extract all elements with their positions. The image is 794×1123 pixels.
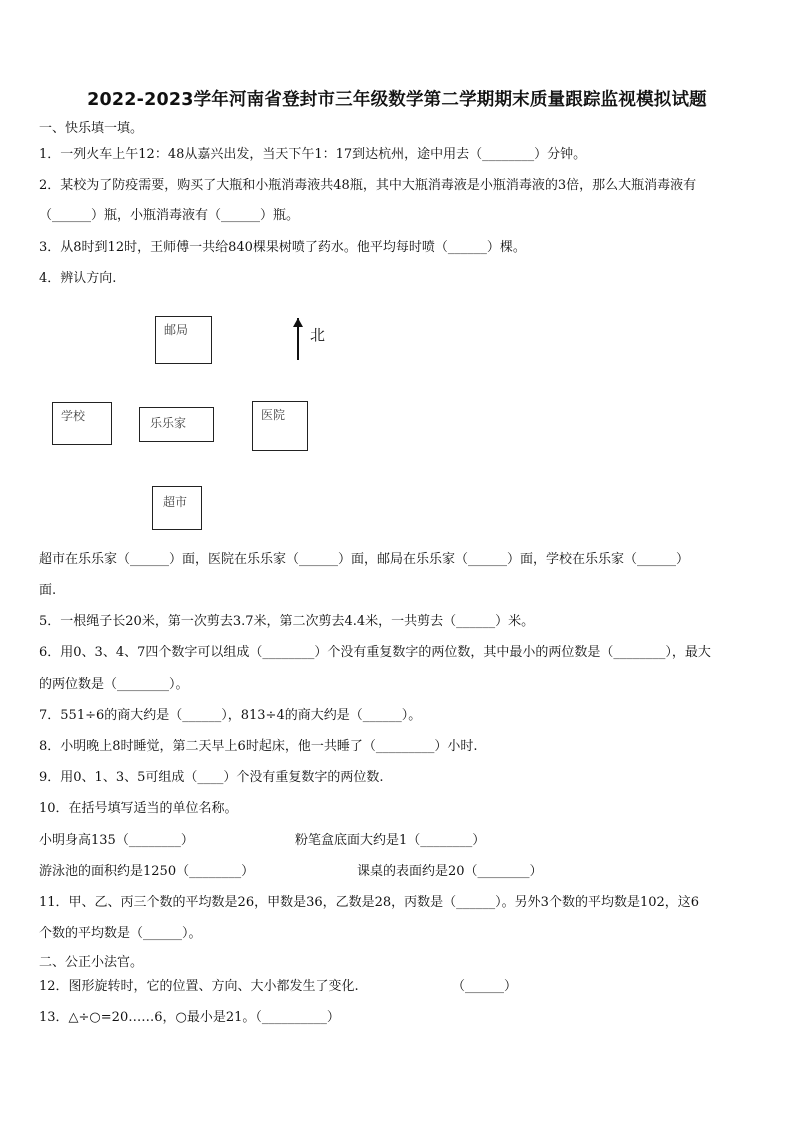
question-5: 5．一根绳子长20米，第一次剪去3.7米，第二次剪去4.4米，一共剪去（______）米。 — [39, 614, 535, 629]
north-arrow-shaft — [297, 318, 299, 360]
post-office-box — [155, 316, 212, 364]
question-10-a: 小明身高135（________） — [39, 833, 194, 848]
question-3: 3．从8时到12时，王师傅一共给840棵果树喷了药水。他平均每时喷（______）棵。 — [39, 240, 526, 255]
question-12: 12．图形旋转时，它的位置、方向、大小都发生了变化. — [39, 979, 359, 994]
question-12-blank: （______） — [452, 979, 518, 994]
question-11-line-2: 个数的平均数是（______）。 — [39, 926, 202, 941]
school-box — [52, 402, 112, 445]
question-4-answer-line-1: 超市在乐乐家（______）面，医院在乐乐家（______）面，邮局在乐乐家（______）面，学校在乐乐家（______） — [39, 552, 690, 567]
north-label: 北 — [310, 326, 326, 344]
page-title: 2022-2023学年河南省登封市三年级数学第二学期期末质量跟踪监视模拟试题 — [87, 90, 707, 110]
question-6-line-1: 6．用0、3、4、7四个数字可以组成（________）个没有重复数字的两位数，其中最小的两位数是（________），最大 — [39, 645, 711, 660]
question-2-line-2: （______）瓶，小瓶消毒液有（______）瓶。 — [39, 208, 300, 223]
question-1: 1．一列火车上午12：48从嘉兴出发，当天下午1：17到达杭州，途中用去（________）分钟。 — [39, 147, 587, 162]
hospital-box — [252, 401, 308, 451]
school-label: 学校 — [61, 409, 86, 423]
post-office-label: 邮局 — [164, 323, 189, 337]
question-7: 7．551÷6的商大约是（______），813÷4的商大约是（______）。 — [39, 708, 422, 723]
question-10-d: 课桌的表面约是20（________） — [357, 864, 543, 879]
supermarket-box — [152, 486, 202, 530]
question-4: 4．辨认方向. — [39, 271, 117, 286]
question-9: 9．用0、1、3、5可组成（____）个没有重复数字的两位数. — [39, 770, 384, 785]
section-heading-2: 二、公正小法官。 — [39, 955, 144, 970]
question-10: 10．在括号填写适当的单位名称。 — [39, 801, 238, 816]
question-11-line-1: 11．甲、乙、丙三个数的平均数是26，甲数是36，乙数是28，丙数是（______）。另外3个数的平均数是102，这6 — [39, 895, 700, 910]
question-2-line-1: 2．某校为了防疫需要，购买了大瓶和小瓶消毒液共48瓶，其中大瓶消毒液是小瓶消毒液的3倍，那么大瓶消毒液有 — [39, 178, 697, 193]
question-8: 8．小明晚上8时睡觉，第二天早上6时起床，他一共睡了（_________）小时. — [39, 739, 478, 754]
question-10-b: 粉笔盒底面大约是1（________） — [295, 833, 486, 848]
question-10-c: 游泳池的面积约是1250（________） — [39, 864, 255, 879]
question-4-answer-line-2: 面. — [39, 583, 57, 598]
home-box — [139, 407, 214, 442]
hospital-label: 医院 — [261, 408, 286, 422]
question-6-line-2: 的两位数是（________）。 — [39, 677, 189, 692]
supermarket-label: 超市 — [163, 495, 188, 509]
home-label: 乐乐家 — [150, 416, 187, 430]
question-13: 13．△÷○=20……6，○最小是21。（__________） — [39, 1010, 340, 1025]
section-heading-1: 一、快乐填一填。 — [39, 121, 144, 136]
